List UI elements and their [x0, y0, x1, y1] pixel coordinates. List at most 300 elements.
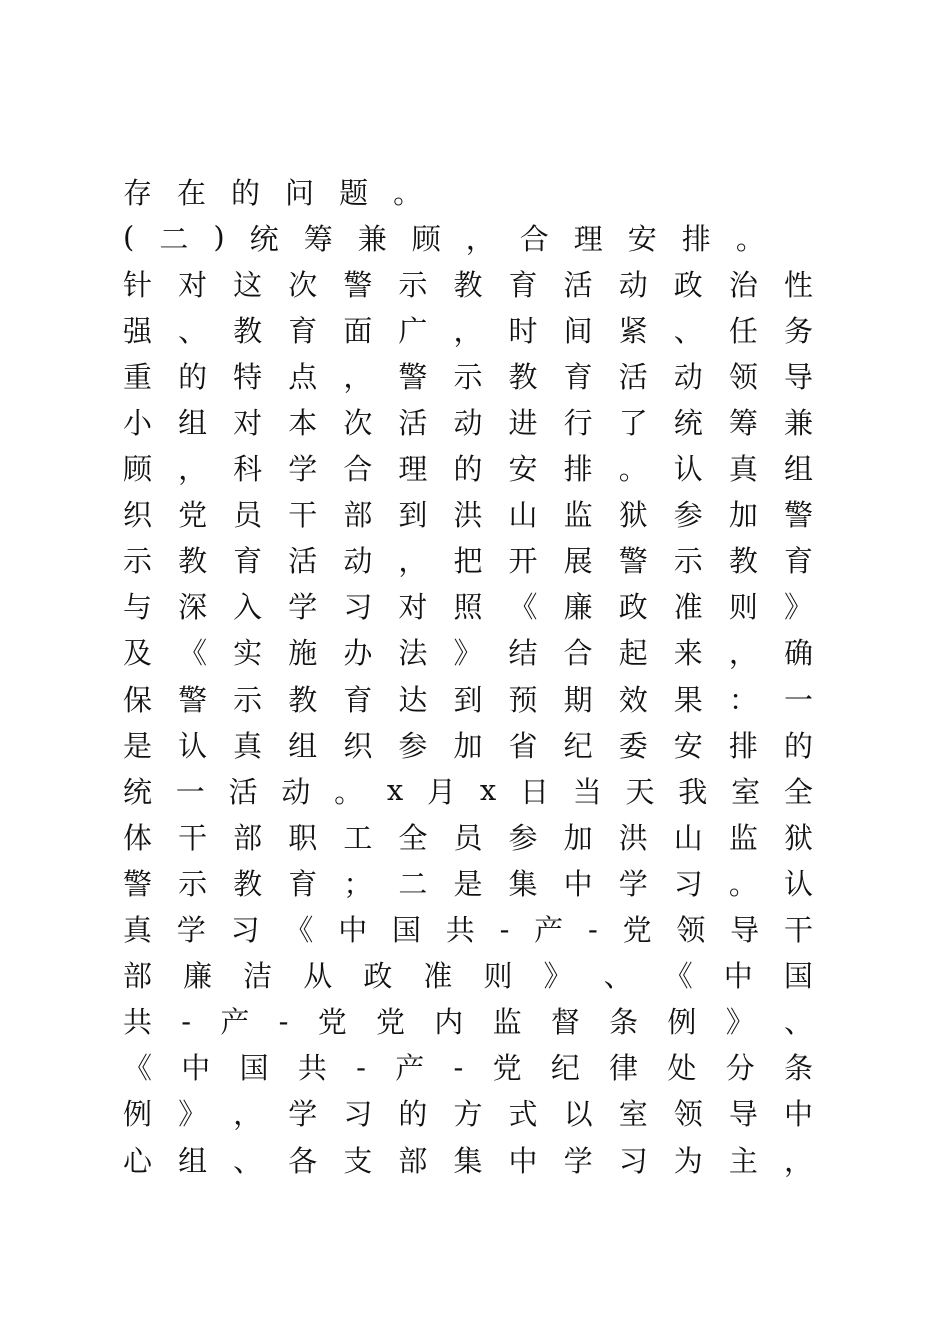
text-char: 国: [391, 913, 421, 948]
text-char: 这: [233, 267, 263, 302]
text-char: 动: [281, 774, 311, 809]
text-line: [123, 675, 813, 721]
text-line: [123, 1136, 813, 1182]
text-char: 强: [123, 313, 153, 348]
text-char: 的: [178, 359, 208, 394]
text-char: 导: [783, 359, 813, 394]
text-char: 廉: [563, 590, 593, 625]
text-char: 保: [123, 682, 153, 717]
text-char: 工: [343, 820, 373, 855]
text-char: ：: [728, 682, 758, 717]
text-char: 是: [123, 728, 153, 763]
text-char: 警: [123, 866, 153, 901]
text-char: 点: [288, 359, 318, 394]
text-char: 部: [233, 820, 263, 855]
text-char: ，: [233, 1097, 263, 1132]
text-char: ，: [783, 1143, 813, 1178]
text-char: 进: [508, 406, 538, 441]
text-char: 学: [288, 452, 318, 487]
text-char: 式: [508, 1097, 538, 1132]
text-char: 。: [618, 452, 648, 487]
text-char: 天: [625, 774, 655, 809]
text-char: 开: [508, 544, 538, 579]
text-char: 顾: [411, 221, 441, 256]
text-char: 统: [249, 221, 279, 256]
text-char: -: [453, 1049, 464, 1084]
text-char: 教: [453, 267, 483, 302]
text-char: 教: [288, 682, 318, 717]
text-char: 党: [492, 1051, 522, 1086]
text-char: 结: [508, 636, 538, 671]
text-char: 参: [673, 498, 703, 533]
text-char: -: [499, 911, 510, 946]
text-char: -: [587, 911, 598, 946]
text-char: 织: [343, 728, 373, 763]
text-char: ，: [728, 636, 758, 671]
text-char: 中: [563, 866, 593, 901]
text-line: [123, 767, 813, 813]
text-char: 《: [123, 1051, 153, 1086]
text-char: 部: [123, 959, 153, 994]
text-char: 以: [563, 1097, 593, 1132]
text-char: 习: [343, 590, 373, 625]
text-char: 警: [618, 544, 648, 579]
text-char: 》: [725, 1005, 755, 1040]
text-char: 则: [728, 590, 758, 625]
text-char: 领: [673, 1097, 703, 1132]
text-char: 政: [618, 590, 648, 625]
text-char: 》: [453, 636, 483, 671]
text-char: 入: [233, 590, 263, 625]
text-char: 纪: [563, 728, 593, 763]
text-char: 科: [233, 452, 263, 487]
text-char: 山: [673, 820, 703, 855]
text-char: 全: [398, 820, 428, 855]
text-char: 洪: [618, 820, 648, 855]
text-char: 统: [673, 406, 703, 441]
text-char: 活: [563, 267, 593, 302]
text-char: 产: [395, 1051, 425, 1086]
text-char: 教: [233, 866, 263, 901]
text-char: 准: [423, 959, 453, 994]
text-char: ，: [398, 544, 428, 579]
text-char: 安: [627, 221, 657, 256]
text-char: 学: [563, 1143, 593, 1178]
text-char: 共: [123, 1005, 153, 1040]
text-char: 示: [673, 544, 703, 579]
text-char: 主: [728, 1143, 758, 1178]
text-char: 监: [728, 820, 758, 855]
text-line: [123, 306, 813, 352]
text-char: 导: [730, 913, 760, 948]
text-char: 示: [398, 267, 428, 302]
text-char: 党: [622, 913, 652, 948]
text-line: [123, 214, 813, 260]
text-char: 深: [178, 590, 208, 625]
text-char: 果: [673, 682, 703, 717]
text-char: 真: [123, 913, 153, 948]
text-char: 织: [123, 498, 153, 533]
text-char: 确: [783, 636, 813, 671]
text-char: 律: [609, 1051, 639, 1086]
text-char: 紧: [618, 313, 648, 348]
text-char: 及: [123, 636, 153, 671]
text-char: 活: [398, 406, 428, 441]
text-char: 中: [338, 913, 368, 948]
text-line: [123, 491, 813, 537]
text-char: 、: [178, 313, 208, 348]
text-char: 组: [178, 406, 208, 441]
text-char: 全: [783, 774, 813, 809]
text-char: 兼: [783, 406, 813, 441]
text-char: 当: [572, 774, 602, 809]
text-char: 产: [220, 1005, 250, 1040]
text-char: 》: [783, 590, 813, 625]
text-char: 动: [673, 359, 703, 394]
text-line: [123, 352, 813, 398]
text-char: 的: [783, 728, 813, 763]
text-char: ，: [453, 313, 483, 348]
text-char: 从: [303, 959, 333, 994]
text-char: ，: [343, 359, 373, 394]
text-char: 加: [453, 728, 483, 763]
text-char: 习: [673, 866, 703, 901]
text-char: 务: [783, 313, 813, 348]
text-char: 把: [453, 544, 483, 579]
text-char: 狱: [618, 498, 648, 533]
text-char: 《: [508, 590, 538, 625]
text-char: 真: [728, 452, 758, 487]
text-char: 干: [783, 913, 813, 948]
text-char: 监: [563, 498, 593, 533]
text-char: 督: [550, 1005, 580, 1040]
text-char: 则: [483, 959, 513, 994]
text-char: 室: [618, 1097, 648, 1132]
text-char: -: [278, 1003, 289, 1038]
text-char: 动: [453, 406, 483, 441]
text-line: [123, 260, 813, 306]
text-line: [123, 998, 813, 1044]
text-char: 次: [343, 406, 373, 441]
text-char: 政: [673, 267, 703, 302]
text-char: ): [213, 220, 225, 255]
text-char: 组: [288, 728, 318, 763]
text-char: -: [181, 1003, 192, 1038]
text-char: 加: [563, 820, 593, 855]
text-char: 安: [673, 728, 703, 763]
text-char: 》: [543, 959, 573, 994]
text-char: 起: [618, 636, 648, 671]
text-char: 准: [673, 590, 703, 625]
text-char: 排: [681, 221, 711, 256]
text-char: 监: [492, 1005, 522, 1040]
text-char: 预: [508, 682, 538, 717]
text-char: 教: [728, 544, 758, 579]
text-line: [123, 583, 813, 629]
text-char: 合: [519, 221, 549, 256]
body-text: [123, 168, 813, 1182]
text-line: [123, 398, 813, 444]
text-char: 法: [398, 636, 428, 671]
text-char: 《: [663, 959, 693, 994]
text-char: 展: [563, 544, 593, 579]
text-char: 理: [398, 452, 428, 487]
text-char: 的: [398, 1097, 428, 1132]
text-char: 警: [343, 267, 373, 302]
text-char: 例: [667, 1005, 697, 1040]
text-char: 共: [297, 1051, 327, 1086]
text-char: 筹: [303, 221, 333, 256]
text-char: 活: [618, 359, 648, 394]
text-char: 对: [178, 267, 208, 302]
text-char: 照: [453, 590, 483, 625]
text-char: 育: [783, 544, 813, 579]
text-char: 特: [233, 359, 263, 394]
text-char: 问: [285, 175, 315, 210]
text-char: 、: [783, 1005, 813, 1040]
text-char: 、: [603, 959, 633, 994]
text-char: 党: [376, 1005, 406, 1040]
text-char: 条: [609, 1005, 639, 1040]
text-char: 集: [453, 1143, 483, 1178]
text-char: 干: [178, 820, 208, 855]
text-char: 省: [508, 728, 538, 763]
text-char: 组: [783, 452, 813, 487]
text-char: 达: [398, 682, 428, 717]
text-char: 重: [123, 359, 153, 394]
text-char: 时: [508, 313, 538, 348]
text-char: 示: [453, 359, 483, 394]
text-char: 廉: [183, 959, 213, 994]
text-char: 中: [783, 1097, 813, 1132]
text-char: 党: [178, 498, 208, 533]
text-char: 心: [123, 1143, 153, 1178]
text-char: 二: [398, 866, 428, 901]
text-char: 分: [725, 1051, 755, 1086]
text-char: 狱: [783, 820, 813, 855]
text-char: 办: [343, 636, 373, 671]
text-char: 小: [123, 406, 153, 441]
text-char: 学: [288, 1097, 318, 1132]
text-char: 为: [673, 1143, 703, 1178]
text-char: 条: [783, 1051, 813, 1086]
text-char: 习: [343, 1097, 373, 1132]
text-char: 育: [233, 544, 263, 579]
text-char: 对: [233, 406, 263, 441]
text-char: 。: [728, 866, 758, 901]
text-char: 《: [178, 636, 208, 671]
text-char: 广: [398, 313, 428, 348]
text-char: 面: [343, 313, 373, 348]
text-char: 例: [123, 1097, 153, 1132]
text-char: 排: [563, 452, 593, 487]
text-char: 集: [508, 866, 538, 901]
text-char: 性: [783, 267, 813, 302]
text-char: 到: [453, 682, 483, 717]
text-char: 示: [123, 544, 153, 579]
text-char: 认: [673, 452, 703, 487]
text-char: -: [356, 1049, 366, 1084]
text-char: 。: [393, 175, 423, 210]
text-char: 习: [618, 1143, 648, 1178]
text-char: 示: [178, 866, 208, 901]
text-char: 方: [453, 1097, 483, 1132]
text-char: ，: [465, 221, 495, 256]
text-line: [123, 859, 813, 905]
text-char: 教: [233, 313, 263, 348]
text-char: 顾: [123, 452, 153, 487]
text-char: 警: [783, 498, 813, 533]
text-char: 员: [233, 498, 263, 533]
text-char: 领: [676, 913, 706, 948]
text-char: 委: [618, 728, 648, 763]
text-char: 加: [728, 498, 758, 533]
text-char: 参: [508, 820, 538, 855]
text-char: 合: [343, 452, 373, 487]
text-char: 育: [288, 313, 318, 348]
text-char: 组: [178, 1143, 208, 1178]
text-char: 处: [667, 1051, 697, 1086]
text-char: 在: [177, 175, 207, 210]
text-char: 间: [563, 313, 593, 348]
text-char: 教: [508, 359, 538, 394]
text-char: 职: [288, 820, 318, 855]
text-char: 日: [519, 774, 549, 809]
text-char: 洪: [453, 498, 483, 533]
text-char: 部: [398, 1143, 428, 1178]
text-char: x: [479, 773, 497, 808]
text-char: 中: [181, 1051, 211, 1086]
text-line: [123, 1044, 813, 1090]
text-char: 警: [178, 682, 208, 717]
text-char: 效: [618, 682, 648, 717]
text-char: 认: [178, 728, 208, 763]
text-char: 一: [175, 774, 205, 809]
text-char: 参: [398, 728, 428, 763]
text-char: 育: [563, 359, 593, 394]
text-char: 部: [343, 498, 373, 533]
text-char: 导: [728, 1097, 758, 1132]
text-char: 产: [534, 913, 564, 948]
text-char: 洁: [243, 959, 273, 994]
text-char: 中: [723, 959, 753, 994]
text-char: 共: [445, 913, 475, 948]
text-char: 政: [363, 959, 393, 994]
text-char: 国: [239, 1051, 269, 1086]
text-char: x: [386, 773, 404, 808]
text-char: 筹: [728, 406, 758, 441]
text-char: 党: [317, 1005, 347, 1040]
text-char: 领: [728, 359, 758, 394]
text-char: 统: [123, 774, 153, 809]
text-char: 《: [284, 913, 314, 948]
text-line: [123, 445, 813, 491]
text-char: 真: [233, 728, 263, 763]
text-line: [123, 906, 813, 952]
text-char: 学: [176, 913, 206, 948]
text-char: 活: [288, 544, 318, 579]
text-char: 一: [783, 682, 813, 717]
text-char: 题: [339, 175, 369, 210]
text-char: 。: [735, 221, 765, 256]
text-char: 活: [228, 774, 258, 809]
text-char: 二: [159, 221, 189, 256]
text-char: 安: [508, 452, 538, 487]
text-char: 、: [673, 313, 703, 348]
text-char: 育: [508, 267, 538, 302]
text-char: 体: [123, 820, 153, 855]
text-char: 兼: [357, 221, 387, 256]
text-char: 室: [731, 774, 761, 809]
text-char: 到: [398, 498, 428, 533]
text-char: 动: [343, 544, 373, 579]
text-char: (: [123, 220, 135, 255]
text-char: 与: [123, 590, 153, 625]
text-char: 》: [178, 1097, 208, 1132]
text-char: 育: [343, 682, 373, 717]
text-char: 存: [123, 175, 153, 210]
text-char: 月: [427, 774, 457, 809]
text-line: [123, 721, 813, 767]
text-char: 来: [673, 636, 703, 671]
text-line: [123, 952, 813, 998]
text-char: 、: [233, 1143, 263, 1178]
text-char: 的: [231, 175, 261, 210]
text-char: 示: [233, 682, 263, 717]
text-char: 国: [783, 959, 813, 994]
text-char: 各: [288, 1143, 318, 1178]
text-char: 。: [334, 774, 364, 809]
text-char: 任: [728, 313, 758, 348]
text-char: 行: [563, 406, 593, 441]
text-line: [123, 168, 813, 214]
text-char: 了: [618, 406, 648, 441]
text-char: 山: [508, 498, 538, 533]
text-char: 对: [398, 590, 428, 625]
text-line: [123, 813, 813, 859]
text-char: 针: [123, 267, 153, 302]
text-char: 中: [508, 1143, 538, 1178]
text-char: 我: [678, 774, 708, 809]
text-char: 动: [618, 267, 648, 302]
text-char: 学: [618, 866, 648, 901]
text-char: 的: [453, 452, 483, 487]
text-char: 员: [453, 820, 483, 855]
text-char: 认: [783, 866, 813, 901]
text-char: 学: [288, 590, 318, 625]
text-char: 期: [563, 682, 593, 717]
text-char: 习: [230, 913, 260, 948]
text-char: 治: [728, 267, 758, 302]
text-char: ；: [343, 866, 373, 901]
text-char: ，: [178, 452, 208, 487]
text-line: [123, 537, 813, 583]
text-char: 理: [573, 221, 603, 256]
text-char: 警: [398, 359, 428, 394]
text-char: 次: [288, 267, 318, 302]
text-char: 实: [233, 636, 263, 671]
text-line: [123, 1090, 813, 1136]
text-char: 是: [453, 866, 483, 901]
text-char: 育: [288, 866, 318, 901]
text-char: 施: [288, 636, 318, 671]
text-char: 支: [343, 1143, 373, 1178]
text-char: 纪: [550, 1051, 580, 1086]
text-char: 内: [434, 1005, 464, 1040]
text-char: 本: [288, 406, 318, 441]
text-char: 干: [288, 498, 318, 533]
text-line: [123, 629, 813, 675]
